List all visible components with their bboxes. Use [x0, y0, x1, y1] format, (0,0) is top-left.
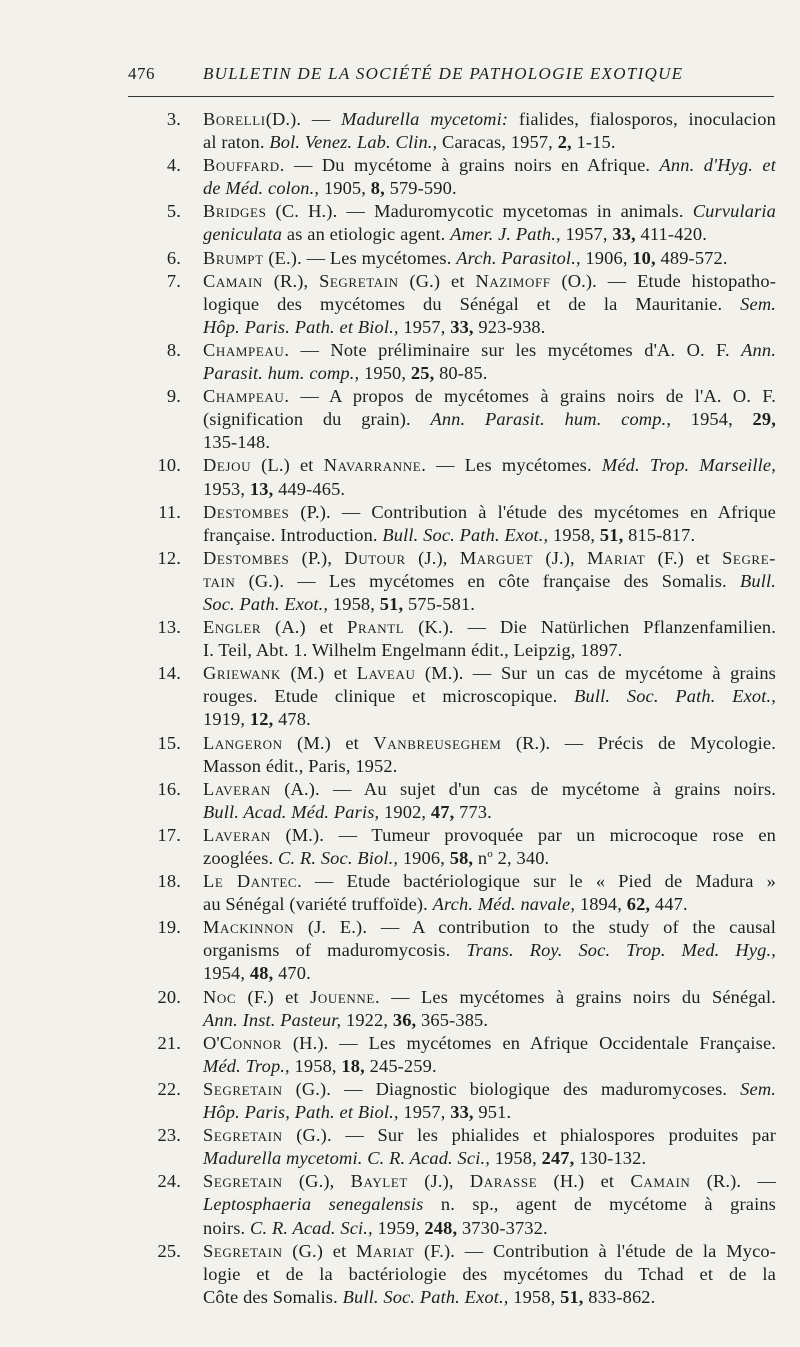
reference-number: 3. [166, 109, 181, 129]
journal-title: C. R. Soc. Biol., [278, 848, 399, 868]
journal-title: de Méd. colon., [203, 178, 320, 199]
author-name: Darasse [469, 1171, 538, 1192]
reference-text: 1906, [580, 247, 633, 268]
author-name: Mariat [587, 547, 646, 568]
reference-text: (R.). — [690, 1171, 776, 1192]
volume-number: 2, [557, 132, 572, 153]
journal-title: geniculata [203, 224, 283, 245]
reference-number: 20. [157, 986, 181, 1007]
reference-text: 3730-3732. [457, 1217, 548, 1238]
reference-text: noirs. [203, 1217, 251, 1238]
reference-line [203, 1147, 776, 1170]
author-name: Laveran [203, 778, 271, 799]
reference-text: (R.), [262, 270, 320, 291]
reference-number: 4. [166, 155, 181, 176]
reference-line [203, 870, 776, 893]
reference-text: 1958, [489, 1148, 542, 1169]
reference-line [203, 431, 776, 454]
journal-title: Bull. Soc. Path. Exot., [342, 1286, 509, 1307]
reference-line [203, 1101, 776, 1124]
author-name: Nazimoff [475, 270, 551, 291]
reference-line [203, 847, 776, 870]
reference-text: n. sp., agent de mycétome à grains [423, 1194, 776, 1215]
reference-text: 489-572. [655, 247, 728, 268]
reference-text: . — Les mycétomes à grains noirs du Sénégal. [374, 986, 776, 1007]
journal-title: Hôp. Paris. Path. et Biol., [203, 316, 399, 337]
volume-number: 8, [370, 178, 385, 199]
author-name: Laveau [356, 663, 416, 684]
author-name: Marguet [459, 547, 534, 568]
reference-text: (F.). — Contribution à l'étude de la Myco- [414, 1240, 776, 1261]
reference-item [128, 778, 776, 824]
reference-number: 24. [157, 1171, 181, 1192]
reference-text: (M.) et [281, 663, 357, 684]
journal-title: Ann. Parasit. hum. comp., [430, 409, 672, 430]
reference-line [203, 408, 776, 431]
reference-text: 1906, [398, 848, 450, 868]
reference-line [203, 916, 776, 939]
reference-line [203, 570, 776, 593]
reference-text: 1950, [359, 363, 411, 384]
journal-title: Bull. Acad. Méd. Paris, [203, 801, 380, 822]
reference-line [203, 1240, 776, 1263]
reference-text: (F.) et [645, 547, 723, 568]
reference-text: Masson édit., Paris, 1952. [203, 755, 398, 776]
reference-text: (J.), [405, 547, 460, 568]
reference-number: 13. [157, 617, 181, 638]
reference-text: (F.) et [236, 986, 311, 1007]
reference-line [203, 154, 776, 177]
author-name: Camain [203, 270, 263, 291]
reference-item [128, 824, 776, 870]
journal-title: Arch. Méd. navale, [432, 894, 576, 915]
reference-text: 1954, [671, 409, 753, 430]
reference-line [203, 454, 776, 477]
author-name: Jouenne [310, 986, 375, 1007]
reference-text: 1958, [289, 1055, 342, 1076]
reference-text: (P.). — Contribution à l'étude des mycétomes en Afrique [289, 501, 776, 522]
reference-item [128, 986, 776, 1032]
volume-number: 18, [341, 1055, 365, 1076]
author-name: Bridges [203, 201, 267, 222]
volume-number: 62, [626, 894, 651, 915]
reference-text: 1957, [560, 224, 613, 245]
reference-number: 10. [157, 455, 181, 476]
reference-text: (J. E.). — A contribution to the study of the causal [294, 917, 776, 938]
reference-text: (L.) et [251, 455, 324, 476]
reference-line [203, 362, 776, 385]
author-name: Segretain [319, 270, 399, 291]
reference-text: 1958, [508, 1286, 561, 1307]
reference-item [128, 870, 776, 916]
reference-text: 411-420. [635, 224, 707, 245]
reference-text: 80-85. [434, 363, 488, 384]
author-name: Langeron [203, 732, 283, 753]
reference-item [128, 1078, 776, 1124]
reference-number: 7. [166, 270, 181, 291]
author-name: Brumpt [203, 247, 264, 268]
reference-text: fialides, fialosporos, inoculacion [508, 109, 776, 129]
reference-text: (A.) et [261, 617, 348, 638]
reference-number: 6. [166, 247, 181, 268]
reference-text: Côte des Somalis. [203, 1286, 343, 1307]
reference-line [203, 708, 776, 731]
reference-text: (C. H.). — Maduromycotic mycetomas in animals. [266, 201, 693, 222]
journal-title: Soc. Path. Exot., [203, 593, 329, 614]
journal-title: Ann. Inst. Pasteur, [203, 1009, 342, 1030]
reference-text: 1958, [548, 524, 600, 545]
reference-line [203, 478, 776, 501]
journal-title: Méd. Trop. Marseille, [601, 455, 776, 476]
reference-number: 25. [157, 1240, 181, 1261]
journal-title: Arch. Parasitol., [456, 247, 581, 268]
journal-title: Hôp. Paris, Path. et Biol., [203, 1102, 399, 1123]
reference-text: o [487, 847, 493, 860]
reference-line [203, 501, 776, 524]
reference-text: (H.). — Les mycétomes en Afrique Occidentale Française. [282, 1032, 776, 1053]
reference-text: (M.). — Sur un cas de mycétome à grains [415, 663, 776, 684]
volume-number: 33, [450, 1102, 474, 1123]
reference-line [203, 547, 776, 570]
reference-number: 16. [157, 778, 181, 799]
reference-text: (E.). — Les mycétomes. [263, 247, 457, 268]
journal-title: Bull. [740, 570, 776, 591]
reference-text: 1922, [341, 1009, 393, 1030]
volume-number: 13, [249, 478, 274, 499]
author-name: Champeau [203, 386, 285, 407]
reference-item [128, 247, 776, 270]
reference-item [128, 1240, 776, 1309]
reference-text: logique des mycétomes du Sénégal et de la Mauritanie. [203, 293, 741, 314]
reference-text: (D.). — [265, 109, 342, 129]
reference-number: 11. [158, 501, 181, 522]
reference-item [128, 385, 776, 454]
reference-text: (A.). — Au sujet d'un cas de mycétome à grains noirs. [270, 778, 776, 799]
reference-item [128, 616, 776, 662]
volume-number: 51, [379, 593, 404, 614]
reference-number: 9. [166, 386, 181, 407]
reference-text: I. Teil, Abt. 1. Wilhelm Engelmann édit., Leipzig, 1897. [203, 640, 623, 661]
reference-text: (G.). — Les mycétomes en côte française des Somalis. [235, 570, 740, 591]
reference-text: 470. [273, 963, 311, 984]
journal-title: Sem. [740, 1078, 776, 1099]
reference-text: 923-938. [473, 316, 546, 337]
reference-item [128, 547, 776, 616]
author-name: Camain [630, 1171, 691, 1192]
author-name: Dutour [344, 547, 406, 568]
author-name: Destombes [203, 547, 290, 568]
volume-number: 248, [424, 1217, 458, 1238]
journal-title: Bull. Soc. Path. Exot., [574, 686, 776, 707]
reference-text: (G.). — Sur les phialides et phialospores produites par [282, 1125, 776, 1146]
reference-text: 130-132. [574, 1148, 647, 1169]
header-rule [128, 96, 774, 97]
reference-item [128, 732, 776, 778]
reference-line [203, 1286, 776, 1309]
reference-text: al raton. [203, 132, 270, 153]
reference-line [203, 247, 776, 270]
volume-number: 36, [392, 1009, 417, 1030]
reference-text: O' [203, 1032, 220, 1053]
reference-number: 12. [157, 547, 181, 568]
reference-text: (J.), [407, 1171, 470, 1192]
author-name: Noc [203, 986, 237, 1007]
reference-line [203, 639, 776, 662]
reference-item [128, 1032, 776, 1078]
running-title: BULLETIN DE LA SOCIÉTÉ DE PATHOLOGIE EXOTIQUE [203, 64, 684, 83]
reference-text: 773. [454, 801, 492, 822]
author-name: Connor [219, 1032, 282, 1053]
reference-text: (J.), [533, 547, 588, 568]
journal-title: Parasit. hum. comp., [203, 363, 360, 384]
reference-line [203, 1124, 776, 1147]
author-name: Griewank [203, 663, 282, 684]
author-name: Mackinnon [203, 917, 295, 938]
reference-line [203, 316, 776, 339]
reference-text: n [473, 848, 488, 868]
reference-text: 1954, [203, 963, 250, 984]
reference-text: 478. [273, 709, 311, 730]
reference-item [128, 108, 776, 154]
journal-title: Bol. Venez. Lab. Clin., [269, 132, 438, 153]
journal-title: C. R. Acad. Sci., [250, 1217, 373, 1238]
journal-title: Madurella mycetomi: [341, 109, 509, 129]
reference-item [128, 200, 776, 246]
reference-text: (M.). — Tumeur provoquée par un microcoque rose en [270, 824, 776, 845]
reference-text: 449-465. [273, 478, 346, 499]
reference-item [128, 454, 776, 500]
reference-line [203, 962, 776, 985]
reference-text: 245-259. [364, 1055, 437, 1076]
reference-line [203, 270, 776, 293]
journal-title: Madurella mycetomi. C. R. Acad. Sci., [203, 1148, 490, 1169]
reference-text: Caracas, 1957, [437, 132, 558, 153]
volume-number: 10, [632, 247, 656, 268]
reference-text: (P.), [289, 547, 345, 568]
reference-line [203, 685, 776, 708]
reference-number: 23. [157, 1125, 181, 1146]
reference-text: . — A propos de mycétomes à grains noirs de l'A. O. F. [284, 386, 776, 407]
reference-text: 135-148. [203, 432, 271, 453]
reference-text: 1957, [398, 1102, 451, 1123]
volume-number: 33, [612, 224, 636, 245]
reference-line [203, 1193, 776, 1216]
reference-number: 15. [157, 732, 181, 753]
reference-line [203, 755, 776, 778]
reference-text: (O.). — Etude histopatho- [550, 270, 777, 291]
volume-number: 51, [599, 524, 624, 545]
reference-text: (signification du grain). [203, 409, 431, 430]
author-name: Le Dantec [203, 871, 298, 892]
reference-text: 1-15. [571, 132, 616, 153]
reference-number: 5. [166, 201, 181, 222]
reference-text: 951. [473, 1102, 512, 1123]
reference-text: 815-817. [623, 524, 696, 545]
volume-number: 29, [752, 409, 776, 430]
reference-text: (G.). — Diagnostic biologique des maduromycoses. [282, 1078, 741, 1099]
volume-number: 51, [560, 1286, 584, 1307]
reference-item [128, 154, 776, 200]
reference-line [203, 1217, 776, 1240]
reference-text: (K.). — Die Natürlichen Pflanzenfamilien. [404, 617, 776, 638]
volume-number: 12, [249, 709, 274, 730]
volume-number: 25, [410, 363, 435, 384]
reference-text: (G.), [282, 1171, 351, 1192]
reference-text: (G.) et [398, 270, 476, 291]
volume-number: 58, [449, 848, 474, 868]
reference-text: . — Du mycétome à grains noirs en Afrique. [279, 155, 660, 176]
reference-line [203, 986, 776, 1009]
reference-text: 1953, [203, 478, 250, 499]
reference-number: 22. [157, 1078, 181, 1099]
journal-title: Leptosphaeria senegalensis [203, 1194, 424, 1215]
author-name: Bouffard [203, 155, 280, 176]
reference-number: 14. [157, 663, 181, 684]
reference-text: 1958, [328, 593, 380, 614]
reference-text: 1905, [319, 178, 371, 199]
reference-line [203, 616, 776, 639]
reference-line [203, 1055, 776, 1078]
reference-line [203, 200, 776, 223]
volume-number: 247, [541, 1148, 575, 1169]
page-number: 476 [128, 64, 155, 83]
journal-title: Ann. [741, 339, 776, 360]
reference-text: 1959, [372, 1217, 425, 1238]
reference-text: (H.) et [537, 1171, 631, 1192]
reference-line [203, 662, 776, 685]
journal-title: Bull. Soc. Path. Exot., [382, 524, 549, 545]
reference-text: organisms of maduromycosis. [203, 940, 467, 961]
reference-line [203, 801, 776, 824]
reference-line [203, 939, 776, 962]
reference-line [203, 778, 776, 801]
author-name: Laveran [203, 824, 271, 845]
author-name: Segretain [203, 1078, 283, 1099]
reference-line [203, 1078, 776, 1101]
reference-item [128, 501, 776, 547]
journal-title: Méd. Trop., [203, 1055, 290, 1076]
reference-line [203, 593, 776, 616]
reference-text: logie et de la bactériologie des mycétomes du Tchad et de la [203, 1263, 776, 1284]
reference-line [203, 824, 776, 847]
reference-line [203, 1170, 776, 1193]
reference-text: . — Les mycétomes. [421, 455, 602, 476]
reference-line [203, 131, 776, 154]
reference-line [203, 893, 776, 916]
author-name: Segretain [203, 1125, 283, 1146]
reference-line [203, 385, 776, 408]
journal-title: Amer. J. Path., [450, 224, 561, 245]
reference-text: 365-385. [416, 1009, 489, 1030]
reference-item [128, 1170, 776, 1239]
reference-item [128, 662, 776, 731]
author-name: Engler [203, 617, 262, 638]
reference-text: . — Etude bactériologique sur le « Pied de Madura » [297, 871, 776, 892]
reference-list [128, 108, 776, 1309]
reference-line [203, 1009, 776, 1032]
reference-text: (G.) et [282, 1240, 357, 1261]
author-name: Vanbreuseghem [373, 732, 502, 753]
reference-text: (M.) et [282, 732, 374, 753]
journal-title: Curvularia [692, 201, 776, 222]
reference-line [203, 524, 776, 547]
author-name: Segretain [203, 1240, 283, 1261]
author-name: Champeau [203, 339, 285, 360]
reference-text: 1919, [203, 709, 250, 730]
author-name: Navarranne [323, 455, 422, 476]
reference-text: 833-862. [583, 1286, 656, 1307]
reference-text: 1894, [575, 894, 627, 915]
journal-title: Sem. [740, 293, 776, 314]
reference-text: . — Note préliminaire sur les mycétomes d'A. O. F. [284, 339, 742, 360]
reference-line [203, 339, 776, 362]
reference-line [203, 177, 776, 200]
volume-number: 48, [249, 963, 274, 984]
author-name: Destombes [203, 501, 290, 522]
journal-title: Trans. Roy. Soc. Trop. Med. Hyg., [466, 940, 776, 961]
reference-number: 8. [166, 339, 181, 360]
reference-text: as an etiologic agent. [282, 224, 451, 245]
author-name: Prantl [347, 617, 405, 638]
author-name: Segre- [722, 547, 776, 568]
reference-text: zooglées. [203, 848, 279, 868]
journal-title: Ann. d'Hyg. et [659, 155, 776, 176]
reference-number: 21. [157, 1032, 181, 1053]
reference-item [128, 339, 776, 385]
author-name: tain [203, 570, 236, 591]
author-name: Baylet [350, 1171, 408, 1192]
reference-line [203, 1263, 776, 1286]
author-name: Mariat [356, 1240, 415, 1261]
reference-text: 1957, [398, 316, 451, 337]
reference-item [128, 270, 776, 339]
reference-item [128, 1124, 776, 1170]
reference-text: rouges. Etude clinique et microscopique. [203, 686, 575, 707]
author-name: Borelli [203, 109, 266, 129]
author-name: Dejou [203, 455, 252, 476]
volume-number: 33, [450, 316, 474, 337]
volume-number: 47, [430, 801, 455, 822]
author-name: Segretain [203, 1171, 283, 1192]
reference-line [203, 732, 776, 755]
reference-text: 447. [650, 894, 688, 915]
reference-text: 1902, [379, 801, 431, 822]
reference-number: 18. [157, 871, 181, 892]
reference-number: 17. [157, 824, 181, 845]
reference-line [203, 223, 776, 246]
reference-item [128, 916, 776, 985]
reference-line [203, 293, 776, 316]
reference-text: (R.). — Précis de Mycologie. [501, 732, 776, 753]
reference-text: 579-590. [384, 178, 457, 199]
reference-number: 19. [157, 917, 181, 938]
reference-text: 575-581. [403, 593, 476, 614]
reference-text: française. Introduction. [203, 524, 383, 545]
reference-text: 2, 340. [492, 848, 550, 868]
reference-line [203, 1032, 776, 1055]
reference-line [203, 108, 776, 131]
reference-text: au Sénégal (variété truffoïde). [203, 894, 433, 915]
